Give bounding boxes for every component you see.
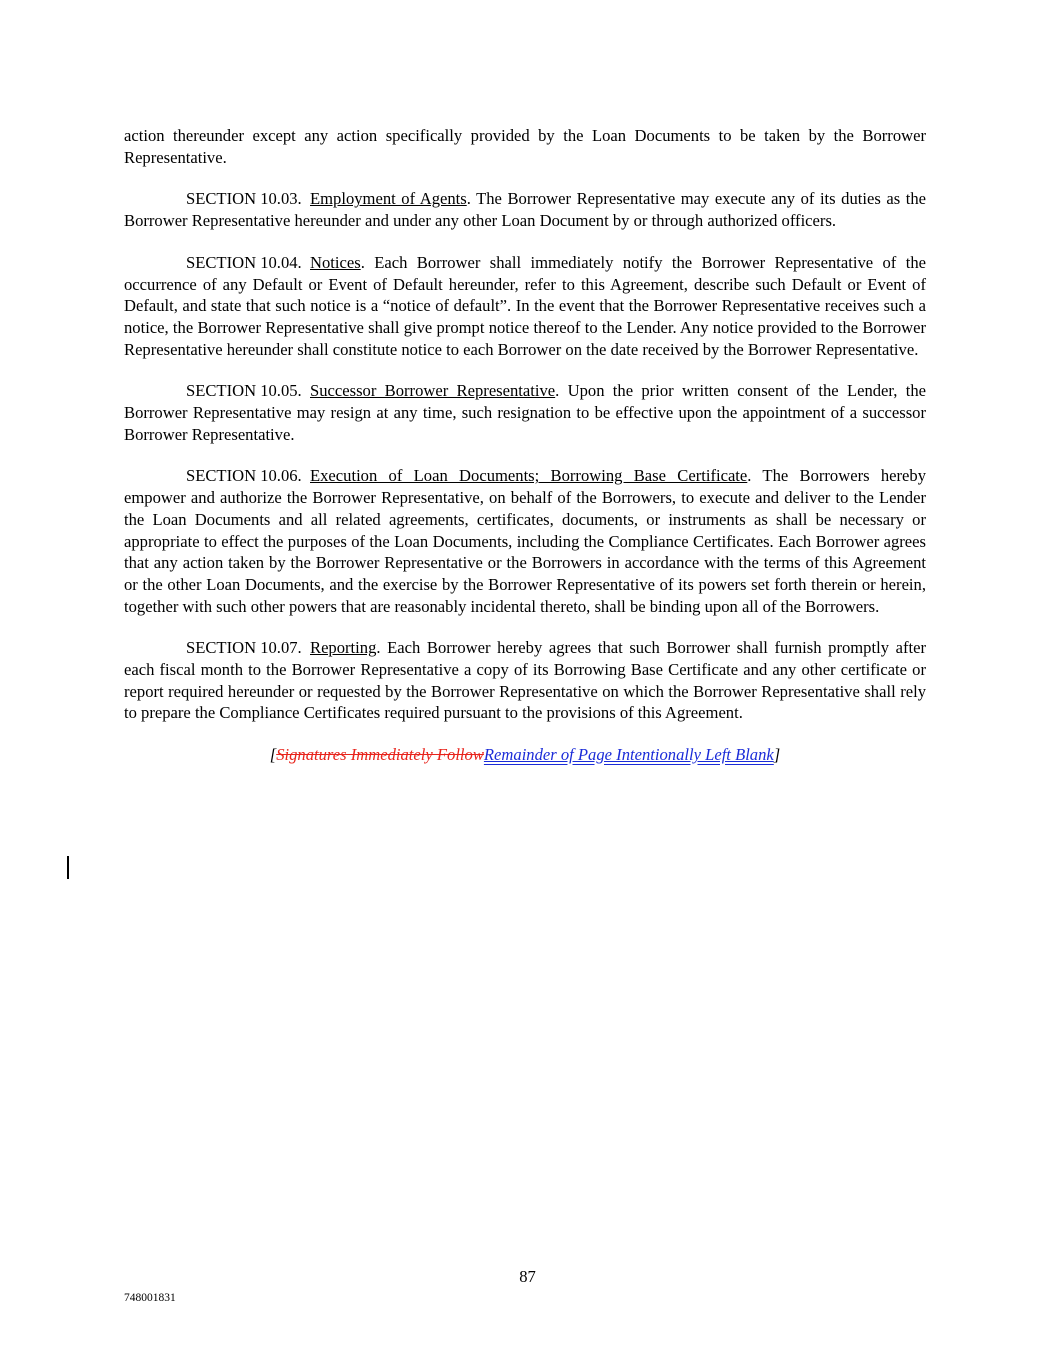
page-number: 87 xyxy=(519,1267,536,1286)
section-10-07 xyxy=(124,637,926,724)
page-placeholder-note xyxy=(124,744,926,766)
section-heading: Notices xyxy=(310,252,361,272)
revision-change-bar xyxy=(67,856,69,879)
section-heading: Employment of Agents xyxy=(310,189,467,209)
section-number: SECTION 10.04. xyxy=(186,252,302,272)
section-heading: Reporting xyxy=(310,638,377,658)
section-number: SECTION 10.07. xyxy=(186,638,302,658)
section-heading: Successor Borrower Representative xyxy=(310,381,556,401)
section-10-04 xyxy=(124,252,926,361)
document-page xyxy=(124,125,926,782)
section-body: . The Borrower Representative may execute any of its duties as the Borrower Representative hereunder and under any other Loan Document by or through authorized officers. xyxy=(124,189,926,231)
section-number: SECTION 10.05. xyxy=(186,381,302,401)
document-id: 748001831 xyxy=(124,1292,176,1304)
section-10-06 xyxy=(124,465,926,617)
section-body: . Each Borrower hereby agrees that such Borrower shall furnish promptly after each fiscal month to the Borrower Representative a copy of its Borrowing Base Certificate and any other certificate or report required hereunder or requested by the Borrower Representative on which the Borrower Representative shall rely to prepare the Compliance Certificates required pursuant to the provisions of this Agreement. xyxy=(124,638,926,723)
section-number: SECTION 10.06. xyxy=(186,466,302,486)
section-body: . The Borrowers hereby empower and authorize the Borrower Representative, on behalf of the Borrowers, to execute and deliver to the Lender the Loan Documents and all related agreements, certificates, documents, or instruments as shall be necessary or appropriate to effect the purposes of the Loan Documents, including the Compliance Certificates. Each Borrower agrees that any action taken by the Borrower Representative or the Borrowers in accordance with the terms of this Agreement or the other Loan Documents, and the exercise by the Borrower Representative of its powers set forth therein or herein, together with such other powers that are reasonably incidental thereto, shall be binding upon all of the Borrowers. xyxy=(124,466,926,616)
inserted-text: Remainder of Page Intentionally Left Blank xyxy=(483,745,774,765)
deleted-text: Signatures Immediately Follow xyxy=(276,745,484,765)
close-bracket: ] xyxy=(773,745,781,765)
section-body: . Each Borrower shall immediately notify the Borrower Representative of the occurrence of any Default or Event of Default hereunder, refer to this Agreement, describe such Default or Event of Default, and state that such notice is a “notice of default”. In the event that the Borrower Representative receives such a notice, the Borrower Representative shall give prompt notice thereof to the Lender. Any notice provided to the Borrower Representative hereunder shall constitute notice to each Borrower on the date received by the Borrower Representative. xyxy=(124,252,926,359)
open-bracket: [ xyxy=(269,745,277,765)
section-10-05 xyxy=(124,380,926,445)
section-heading: Execution of Loan Documents; Borrowing Base Certificate xyxy=(310,466,748,486)
section-body: . Upon the prior written consent of the Lender, the Borrower Representative may resign at any time, such resignation to be effective upon the appointment of a successor Borrower Representative. xyxy=(124,381,927,444)
section-10-03 xyxy=(124,188,926,231)
section-number: SECTION 10.03. xyxy=(186,189,302,209)
intro-paragraph: action thereunder except any action specifically provided by the Loan Documents to be taken by the Borrower Representative. xyxy=(124,126,926,167)
